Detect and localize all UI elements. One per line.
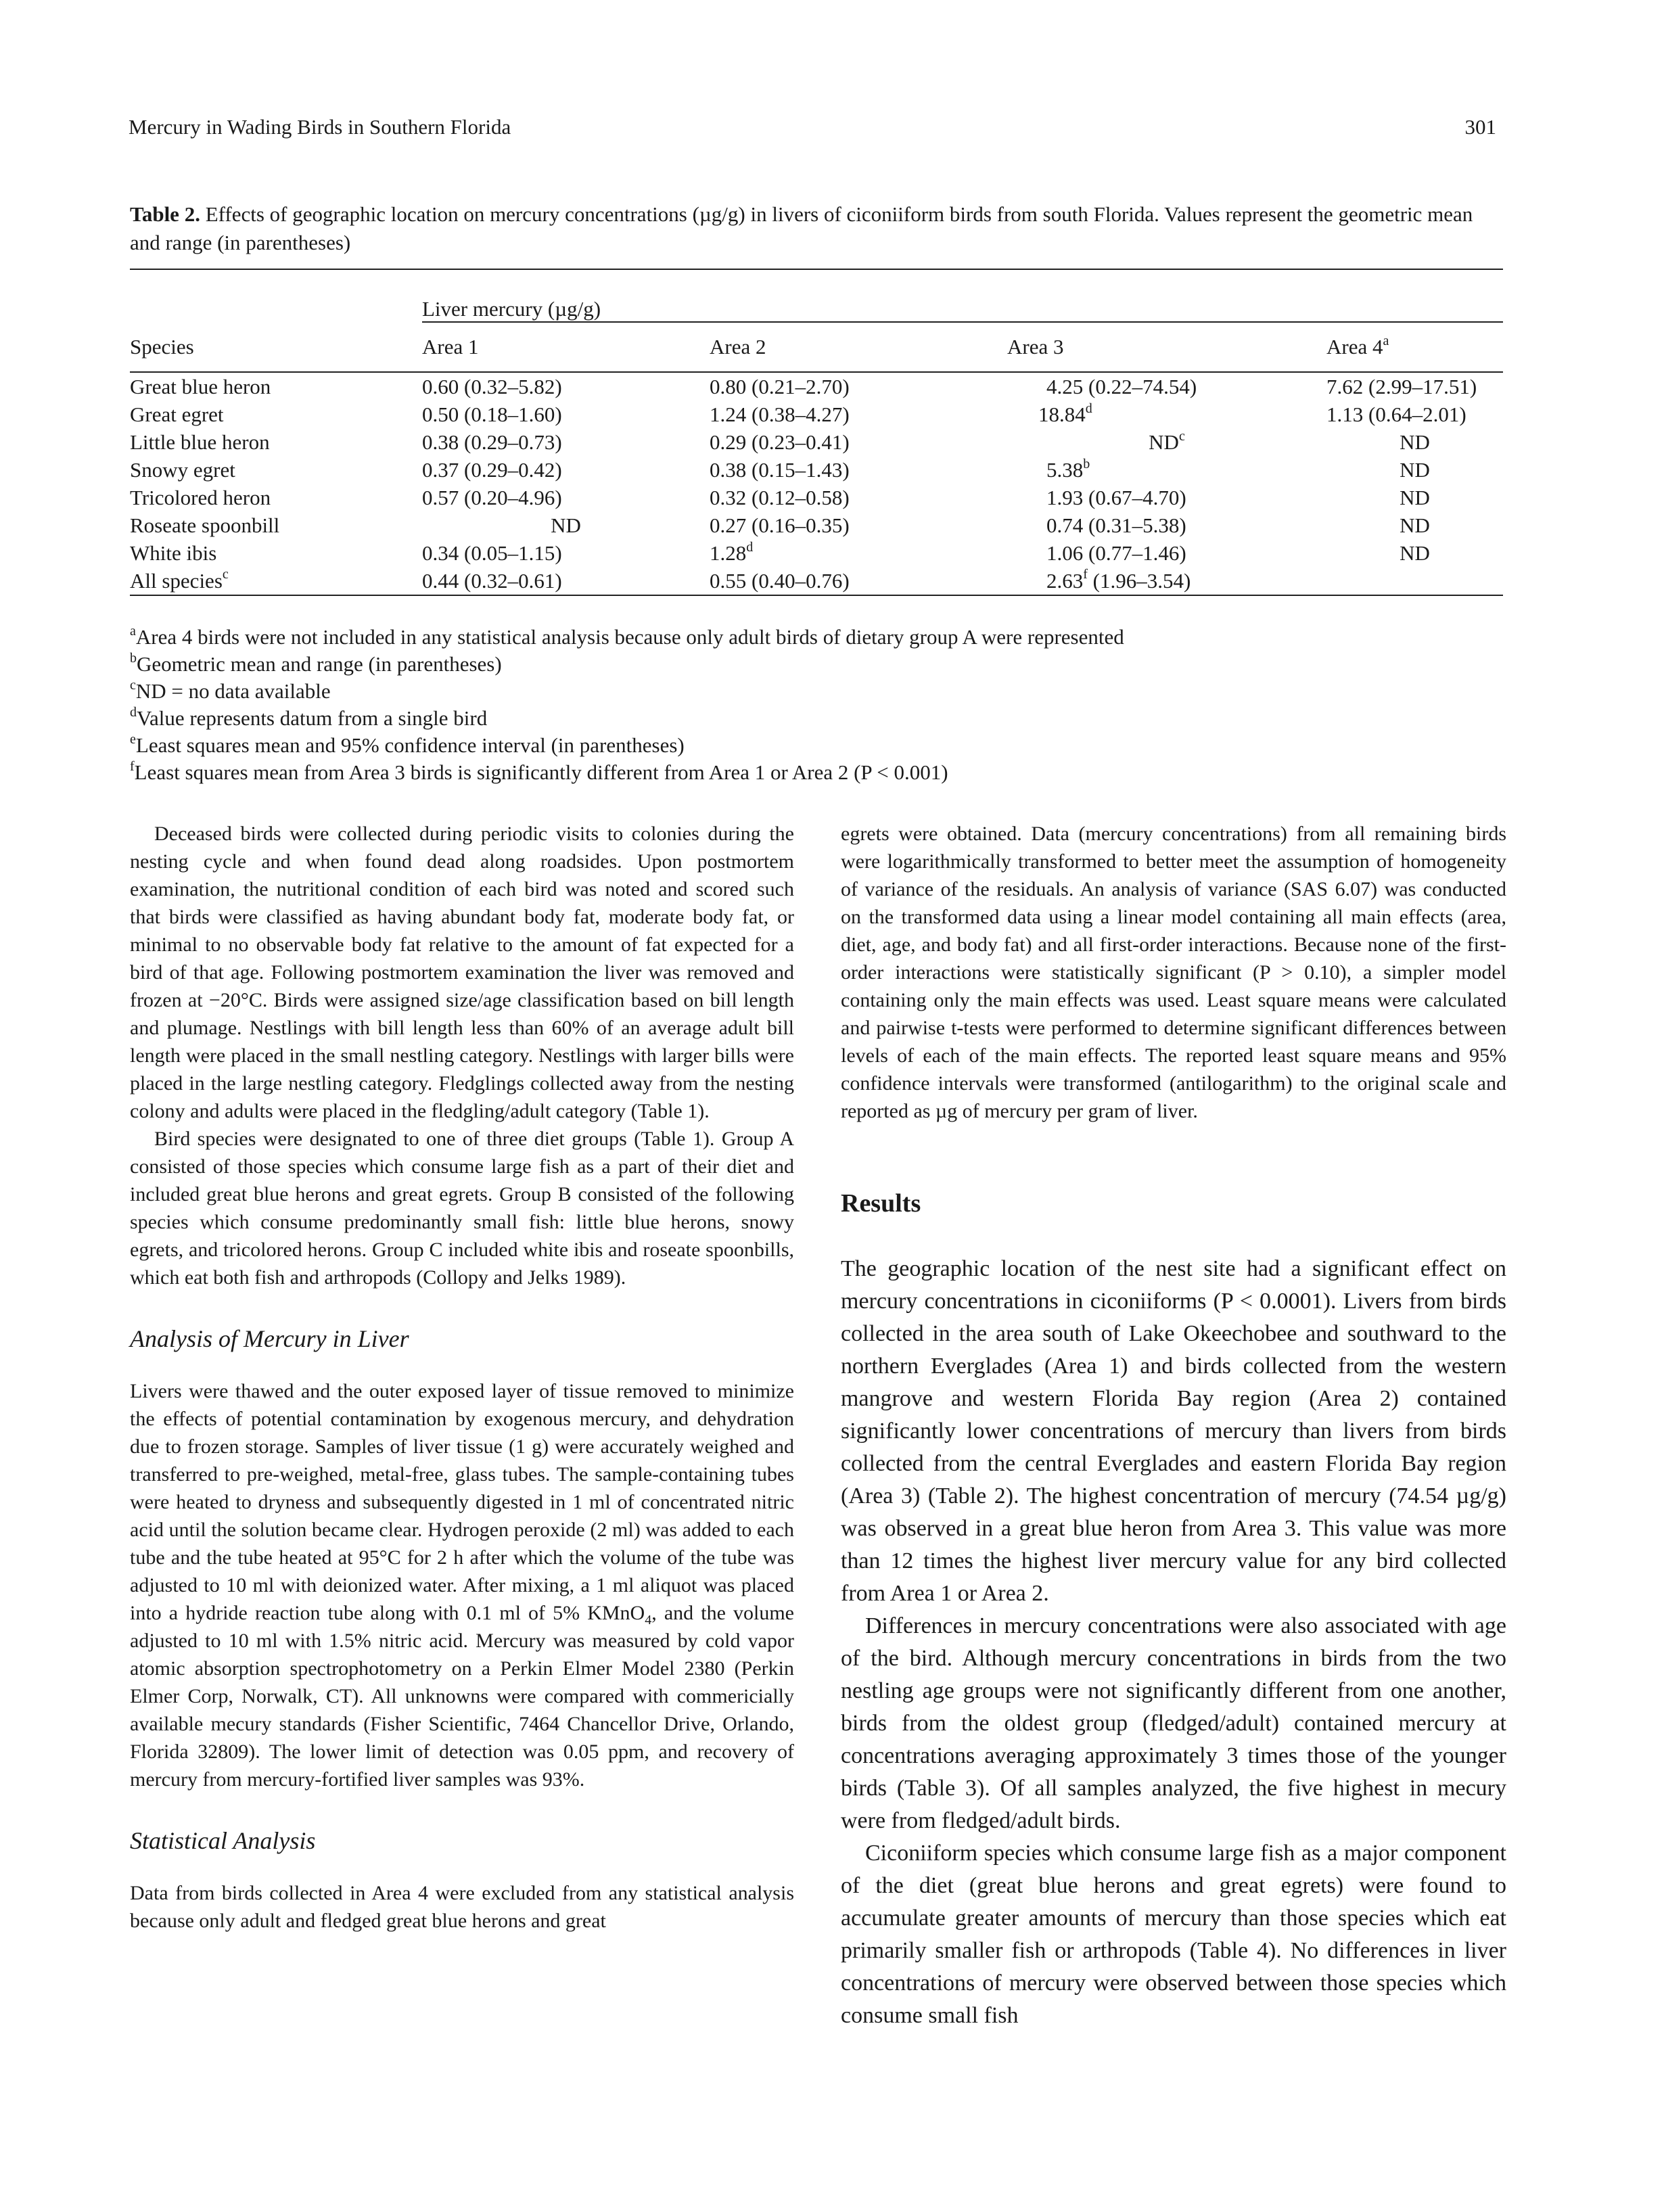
paragraph: Deceased birds were collected during periodic visits to colonies during the nesting cycle and when found dead along roadsides. Upon postmortem examination, the nutritional condition of each bird was noted and scored such that birds were classified as having abundant body fat, moderate body fat, or minimal to no observable body fat relative to the amount of fat expected for a bird of that age. Following postmortem examination the liver was removed and frozen at −20°C. Birds were assigned size/age classification based on bill length and plumage. Nestlings with bill length less than 60% of an average adult bill length were placed in the small nestling category. Nestlings with larger bills were placed in the large nestling category. Fledglings collected away from the nesting colony and adults were placed in the fledgling/adult category (Table 1).: [130, 823, 794, 1122]
footnote: $^a$Area 4 birds were not included in any statistical analysis because only adult birds of dietary group A were represented: [130, 623, 1124, 649]
table-caption: [130, 200, 1503, 257]
cell-area2: 0.29 (0.23–0.41): [710, 430, 850, 454]
cell-area3: 1.93 (0.67–4.70): [1046, 486, 1186, 509]
paragraph: egrets were obtained. Data (mercury concentrations) from all remaining birds were logarithmically transformed to better meet the assumption of homogeneity of variance of the residuals. An analysis of variance (SAS 6.07) was conducted on the transformed data using a linear model containing all main effects (area, diet, age, and body fat) and all first-order interactions. Because none of the first-order interactions were statistically significant (P > 0.10), a simpler model containing only the main effects was used. Least square means were calculated and pairwise t-tests were performed to determine significant differences between levels of each of the main effects. The reported least square means and 95% confidence intervals were transformed (antilogarithm) to the original scale and reported as µg of mercury per gram of liver.: [841, 823, 1506, 1122]
cell-species: Snowy egret: [130, 458, 235, 482]
col-header-species: Species: [130, 334, 194, 359]
col-header-area2: Area 2: [710, 335, 766, 359]
cell-area4: ND: [1400, 513, 1430, 537]
cell-area1: 0.60 (0.32–5.82): [422, 375, 562, 398]
table-caption-text: Effects of geographic location on mercury concentrations (µg/g) in livers of ciconiiform birds from south Florida. Values represent the geometric mean and range (in parentheses): [130, 202, 1473, 254]
cell-area2: 0.80 (0.21–2.70): [710, 375, 850, 398]
footnote: $^c$ND = no data available: [130, 677, 331, 703]
cell-area1: ND: [551, 513, 581, 537]
cell-area2: 0.32 (0.12–0.58): [710, 486, 850, 509]
table-footnotes: [130, 624, 1124, 786]
cell-area1: 0.37 (0.29–0.42): [422, 458, 562, 482]
running-title: Mercury in Wading Birds in Southern Florida: [129, 115, 511, 139]
cell-area3: 0.74 (0.31–5.38): [1046, 513, 1186, 537]
left-column: [130, 820, 794, 1935]
cell-area1: 0.44 (0.32–0.61): [422, 568, 562, 593]
cell-species: Little blue heron: [130, 430, 270, 454]
paragraph: Livers were thawed and the outer exposed layer of tissue removed to minimize the effects of potential contamination by exogenous mercury, and dehydration due to frozen storage. Samples of liver tissue (1 g) were accurately weighed and transferred to pre-weighed, metal-free, glass tubes. The sample-containing tubes were heated to dryness and subsequently digested in 1 ml of concentrated nitric acid until the solution became clear. Hydrogen peroxide (2 ml) was added to each tube and the tube heated at 95°C for 2 h after which the volume of the tube was adjusted to 10 ml with deionized water. After mixing, a 1 ml aliquot was placed into a hydride reaction tube along with 0.1 ml of 5% KMnO$_4$, and the volume adjusted to 10 ml with 1.5% nitric acid. Mercury was measured by cold vapor atomic absorption spectrophotometry on a Perkin Elmer Model 2380 (Perkin Elmer Corp, Norwalk, CT). All unknowns were compared with commericially available mecury standards (Fisher Scientific, 7464 Chancellor Drive, Orlando, Florida 32809). The lower limit of detection was 0.05 ppm, and recovery of mercury from mercury-fortified liver samples was 93%.: [130, 1380, 794, 1791]
table-row: [130, 484, 1503, 511]
section-heading-statistics: Statistical Analysis: [130, 1827, 316, 1854]
table-row: [130, 428, 1503, 456]
table-row-all-species: [130, 567, 1503, 595]
cell-area4: [1326, 567, 1503, 595]
section-heading-analysis: Analysis of Mercury in Liver: [130, 1325, 409, 1352]
data-table: [130, 281, 1503, 596]
cell-area3: 5.38$^b$: [1046, 456, 1090, 482]
table-top-rule: [130, 269, 1503, 270]
col-header-area1: Area 1: [422, 335, 479, 359]
cell-area2: 1.24 (0.38–4.27): [710, 402, 850, 426]
cell-area3: 1.06 (0.77–1.46): [1046, 541, 1186, 565]
footnote: $^f$Least squares mean from Area 3 birds is significantly different from Area 1 or Area 2 (P < 0.001): [130, 758, 948, 784]
cell-area4: 7.62 (2.99–17.51): [1326, 375, 1477, 398]
cell-area1: 0.50 (0.18–1.60): [422, 402, 562, 426]
table-row: [130, 400, 1503, 428]
group-header: Liver mercury (µg/g): [422, 281, 1503, 322]
paragraph: Bird species were designated to one of three diet groups (Table 1). Group A consisted of those species which consume large fish as a part of their diet and included great blue herons and great egrets. Group B consisted of the following species which consume predominantly small fish: little blue herons, snowy egrets, and tricolored herons. Group C included white ibis and roseate spoonbills, which eat both fish and arthropods (Collopy and Jelks 1989).: [130, 1128, 794, 1289]
footnote: $^e$Least squares mean and 95% confidence interval (in parentheses): [130, 731, 685, 757]
paragraph: Data from birds collected in Area 4 were excluded from any statistical analysis because only adult and fledged great blue herons and great: [130, 1882, 794, 1932]
cell-area2: 0.27 (0.16–0.35): [710, 513, 850, 537]
cell-area3: 18.84$^d$: [1038, 400, 1092, 426]
paragraph: Differences in mercury concentrations were also associated with age of the bird. Although mercury concentrations in birds from the two nestling age groups were not significantly different from one another, birds from the oldest group (fledged/adult) contained mercury at concentrations averaging approximately 3 times those of the younger birds (Table 3). Of all samples analyzed, the five highest in mecury were from fledged/adult birds.: [841, 1613, 1506, 1833]
cell-species: Tricolored heron: [130, 486, 271, 509]
table-label: Table 2.: [130, 202, 200, 226]
right-column: [841, 820, 1506, 2032]
cell-area2: 0.55 (0.40–0.76): [710, 568, 850, 593]
table-row: [130, 539, 1503, 567]
cell-area3: 2.63$^f$ (1.96–3.54): [1046, 567, 1191, 593]
cell-species: White ibis: [130, 541, 217, 565]
cell-area2: 0.38 (0.15–1.43): [710, 458, 850, 482]
col-header-area3: Area 3: [1007, 335, 1064, 359]
table-row: [130, 456, 1503, 484]
col-header-area4: Area 4$^a$: [1326, 333, 1389, 359]
cell-area4: 1.13 (0.64–2.01): [1326, 402, 1466, 426]
table-row: [130, 511, 1503, 539]
cell-area4: ND: [1400, 458, 1430, 482]
cell-species: All species$^c$: [130, 567, 229, 593]
cell-area2: 1.28$^d$: [710, 539, 754, 565]
cell-area4: ND: [1400, 486, 1430, 509]
table-row: [130, 372, 1503, 400]
section-heading-results: Results: [841, 1189, 921, 1218]
footnote: $^d$Value represents datum from a single bird: [130, 704, 488, 730]
footnote: $^b$Geometric mean and range (in parentheses): [130, 650, 502, 676]
cell-species: Great blue heron: [130, 375, 271, 398]
cell-species: Roseate spoonbill: [130, 513, 280, 537]
page-number: 301: [1464, 115, 1496, 139]
cell-area4: ND: [1400, 541, 1430, 565]
paragraph: The geographic location of the nest site had a significant effect on mercury concentrations in ciconiiforms (P < 0.0001). Livers from birds collected in the area south of Lake Okeechobee and southward to the northern Everglades (Area 1) and birds collected from the western mangrove and western Florida Bay region (Area 2) contained significantly lower concentrations of mercury than livers from birds collected from the central Everglades and eastern Florida Bay region (Area 3) (Table 2). The highest concentration of mercury (74.54 µg/g) was observed in a great blue heron from Area 3. This value was more than 12 times the highest liver mercury value for any bird collected from Area 1 or Area 2.: [841, 1256, 1506, 1606]
cell-area4: ND: [1400, 430, 1430, 454]
cell-area3: $ND^c$: [1149, 428, 1185, 454]
cell-area1: 0.34 (0.05–1.15): [422, 541, 562, 565]
cell-area3: 4.25 (0.22–74.54): [1046, 375, 1197, 398]
cell-species: Great egret: [130, 402, 224, 426]
paragraph: Ciconiiform species which consume large fish as a major component of the diet (great blue herons and great egrets) were found to accumulate greater amounts of mercury than those species which eat primarily smaller fish or arthropods (Table 4). No differences in liver concentrations of mercury were observed between those species which consume small fish: [841, 1841, 1506, 2028]
cell-area1: 0.57 (0.20–4.96): [422, 486, 562, 509]
cell-area1: 0.38 (0.29–0.73): [422, 430, 562, 454]
